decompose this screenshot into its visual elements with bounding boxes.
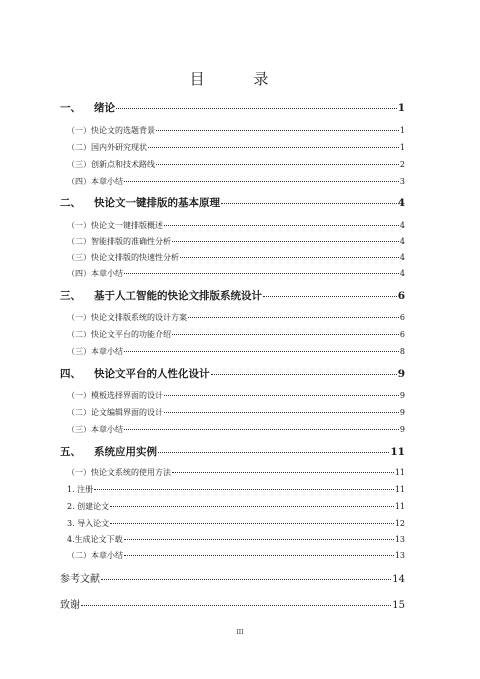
dot-leader [124, 429, 399, 430]
page-number: 14 [392, 574, 405, 585]
dot-leader [156, 164, 399, 165]
page-number: 4 [399, 269, 405, 278]
page-number: 11 [394, 502, 405, 511]
toc-section-3-3[interactable] [67, 346, 405, 357]
dot-leader [158, 452, 389, 453]
page-number: 4 [397, 197, 405, 209]
dot-leader [172, 241, 399, 242]
toc-section-3-2[interactable] [67, 329, 405, 340]
toc-section-5-2[interactable] [67, 550, 405, 561]
chapter-title: 快论文平台的人性化设计 [94, 368, 210, 380]
chapter-title: 系统应用实例 [94, 446, 157, 458]
dot-leader [172, 472, 394, 473]
toc-chapter-5[interactable] [60, 444, 405, 459]
dot-leader [180, 257, 399, 258]
toc-references[interactable] [60, 570, 405, 585]
section-title: （一）快论文系统的使用方法 [67, 468, 171, 477]
page-number: 4 [399, 253, 405, 262]
page-number: 13 [394, 551, 405, 560]
dot-leader [94, 489, 394, 490]
toc-chapter-2[interactable] [60, 195, 405, 210]
dot-leader [124, 351, 399, 352]
section-title: （二）快论文平台的功能介绍 [67, 330, 171, 339]
section-title: （三）本章小结 [67, 347, 123, 356]
toc-title: 目 录 [189, 70, 291, 88]
subsection-title: 3. 导入论文 [67, 519, 110, 528]
page-number: 15 [392, 600, 405, 611]
chapter-title: 快论文一键排版的基本原理 [94, 197, 220, 209]
section-title: （三）本章小结 [67, 425, 123, 434]
acknowledgements-title: 致谢 [60, 600, 80, 611]
dot-leader [148, 147, 399, 148]
dot-leader [116, 108, 397, 109]
page-number: 4 [399, 221, 405, 230]
page-number: 1 [399, 143, 405, 152]
toc-section-1-1[interactable] [67, 125, 405, 136]
section-title: （二）本章小结 [67, 551, 123, 560]
section-title: （四）本章小结 [67, 177, 123, 186]
toc-chapter-4[interactable] [60, 366, 405, 381]
subsection-title: 2. 创建论文 [67, 502, 110, 511]
page-number: 1 [397, 102, 405, 114]
toc-subsection-5-1-2[interactable] [67, 501, 405, 512]
dot-leader [221, 203, 397, 204]
chapter-number: 三、 [60, 290, 81, 302]
section-title: （一）快论文一键排版概述 [67, 221, 163, 230]
section-title: （三）创新点和技术路线 [67, 160, 155, 169]
page-number: 9 [399, 391, 405, 400]
section-title: （一）快论文的选题背景 [67, 126, 155, 135]
dot-leader [211, 374, 397, 375]
toc-section-1-4[interactable] [67, 176, 405, 187]
dot-leader [124, 273, 399, 274]
page-number: 4 [399, 237, 405, 246]
page-number: 13 [394, 535, 405, 544]
chapter-number: 一、 [60, 102, 81, 114]
toc-section-2-3[interactable] [67, 252, 405, 263]
dot-leader [124, 181, 399, 182]
chapter-number: 四、 [60, 368, 81, 380]
section-title: （二）论文编辑界面的设计 [67, 408, 163, 417]
dot-leader [156, 130, 399, 131]
dot-leader [81, 605, 391, 606]
section-title: （二）智能排版的准确性分析 [67, 237, 171, 246]
dot-leader [263, 296, 397, 297]
page-number: 9 [399, 408, 405, 417]
page-number: 6 [397, 290, 405, 302]
subsection-title: 1. 注册 [67, 485, 94, 494]
page-number: 2 [399, 160, 405, 169]
dot-leader [124, 539, 394, 540]
dot-leader [188, 317, 399, 318]
section-title: （三）快论文排版的快速性分析 [67, 253, 179, 262]
page-number: 12 [394, 519, 405, 528]
toc-section-2-4[interactable] [67, 268, 405, 279]
references-title: 参考文献 [60, 574, 100, 585]
subsection-title: 4.生成论文下载 [67, 535, 123, 544]
page-number: 6 [399, 313, 405, 322]
chapter-title: 基于人工智能的快论文排版系统设计 [94, 290, 262, 302]
section-title: （一）模板选择界面的设计 [67, 391, 163, 400]
dot-leader [172, 334, 399, 335]
toc-chapter-1[interactable] [60, 100, 405, 115]
section-title: （四）本章小结 [67, 269, 123, 278]
toc-subsection-5-1-1[interactable] [67, 484, 405, 495]
toc-acknowledgements[interactable] [60, 596, 405, 611]
chapter-number: 二、 [60, 197, 81, 209]
dot-leader [101, 579, 391, 580]
toc-section-3-1[interactable] [67, 312, 405, 323]
toc-subsection-5-1-3[interactable] [67, 518, 405, 529]
toc-section-1-2[interactable] [67, 142, 405, 153]
dot-leader [164, 412, 399, 413]
toc-chapter-3[interactable] [60, 288, 405, 303]
toc-section-2-2[interactable] [67, 236, 405, 247]
dot-leader [164, 395, 399, 396]
page-number: 11 [394, 485, 405, 494]
toc-section-5-1[interactable] [67, 467, 405, 478]
toc-section-4-3[interactable] [67, 424, 405, 435]
dot-leader [110, 506, 394, 507]
page-number: 9 [397, 368, 405, 380]
page-number: 9 [399, 425, 405, 434]
page-number: 8 [399, 347, 405, 356]
dot-leader [164, 225, 399, 226]
page-footer-number: III [236, 629, 244, 636]
page-number: 11 [390, 446, 405, 458]
chapter-number: 五、 [60, 446, 81, 458]
toc-section-4-1[interactable] [67, 390, 405, 401]
page-number: 11 [394, 468, 405, 477]
dot-leader [124, 555, 394, 556]
chapter-title: 绪论 [94, 102, 115, 114]
page-number: 3 [399, 177, 405, 186]
toc-section-4-2[interactable] [67, 407, 405, 418]
dot-leader [110, 523, 394, 524]
toc-subsection-5-1-4[interactable] [67, 534, 405, 545]
section-title: （一）快论文排版系统的设计方案 [67, 313, 187, 322]
section-title: （二）国内外研究现状 [67, 143, 147, 152]
page-number: 1 [399, 126, 405, 135]
page-number: 6 [399, 330, 405, 339]
toc-section-2-1[interactable] [67, 220, 405, 231]
toc-section-1-3[interactable] [67, 159, 405, 170]
